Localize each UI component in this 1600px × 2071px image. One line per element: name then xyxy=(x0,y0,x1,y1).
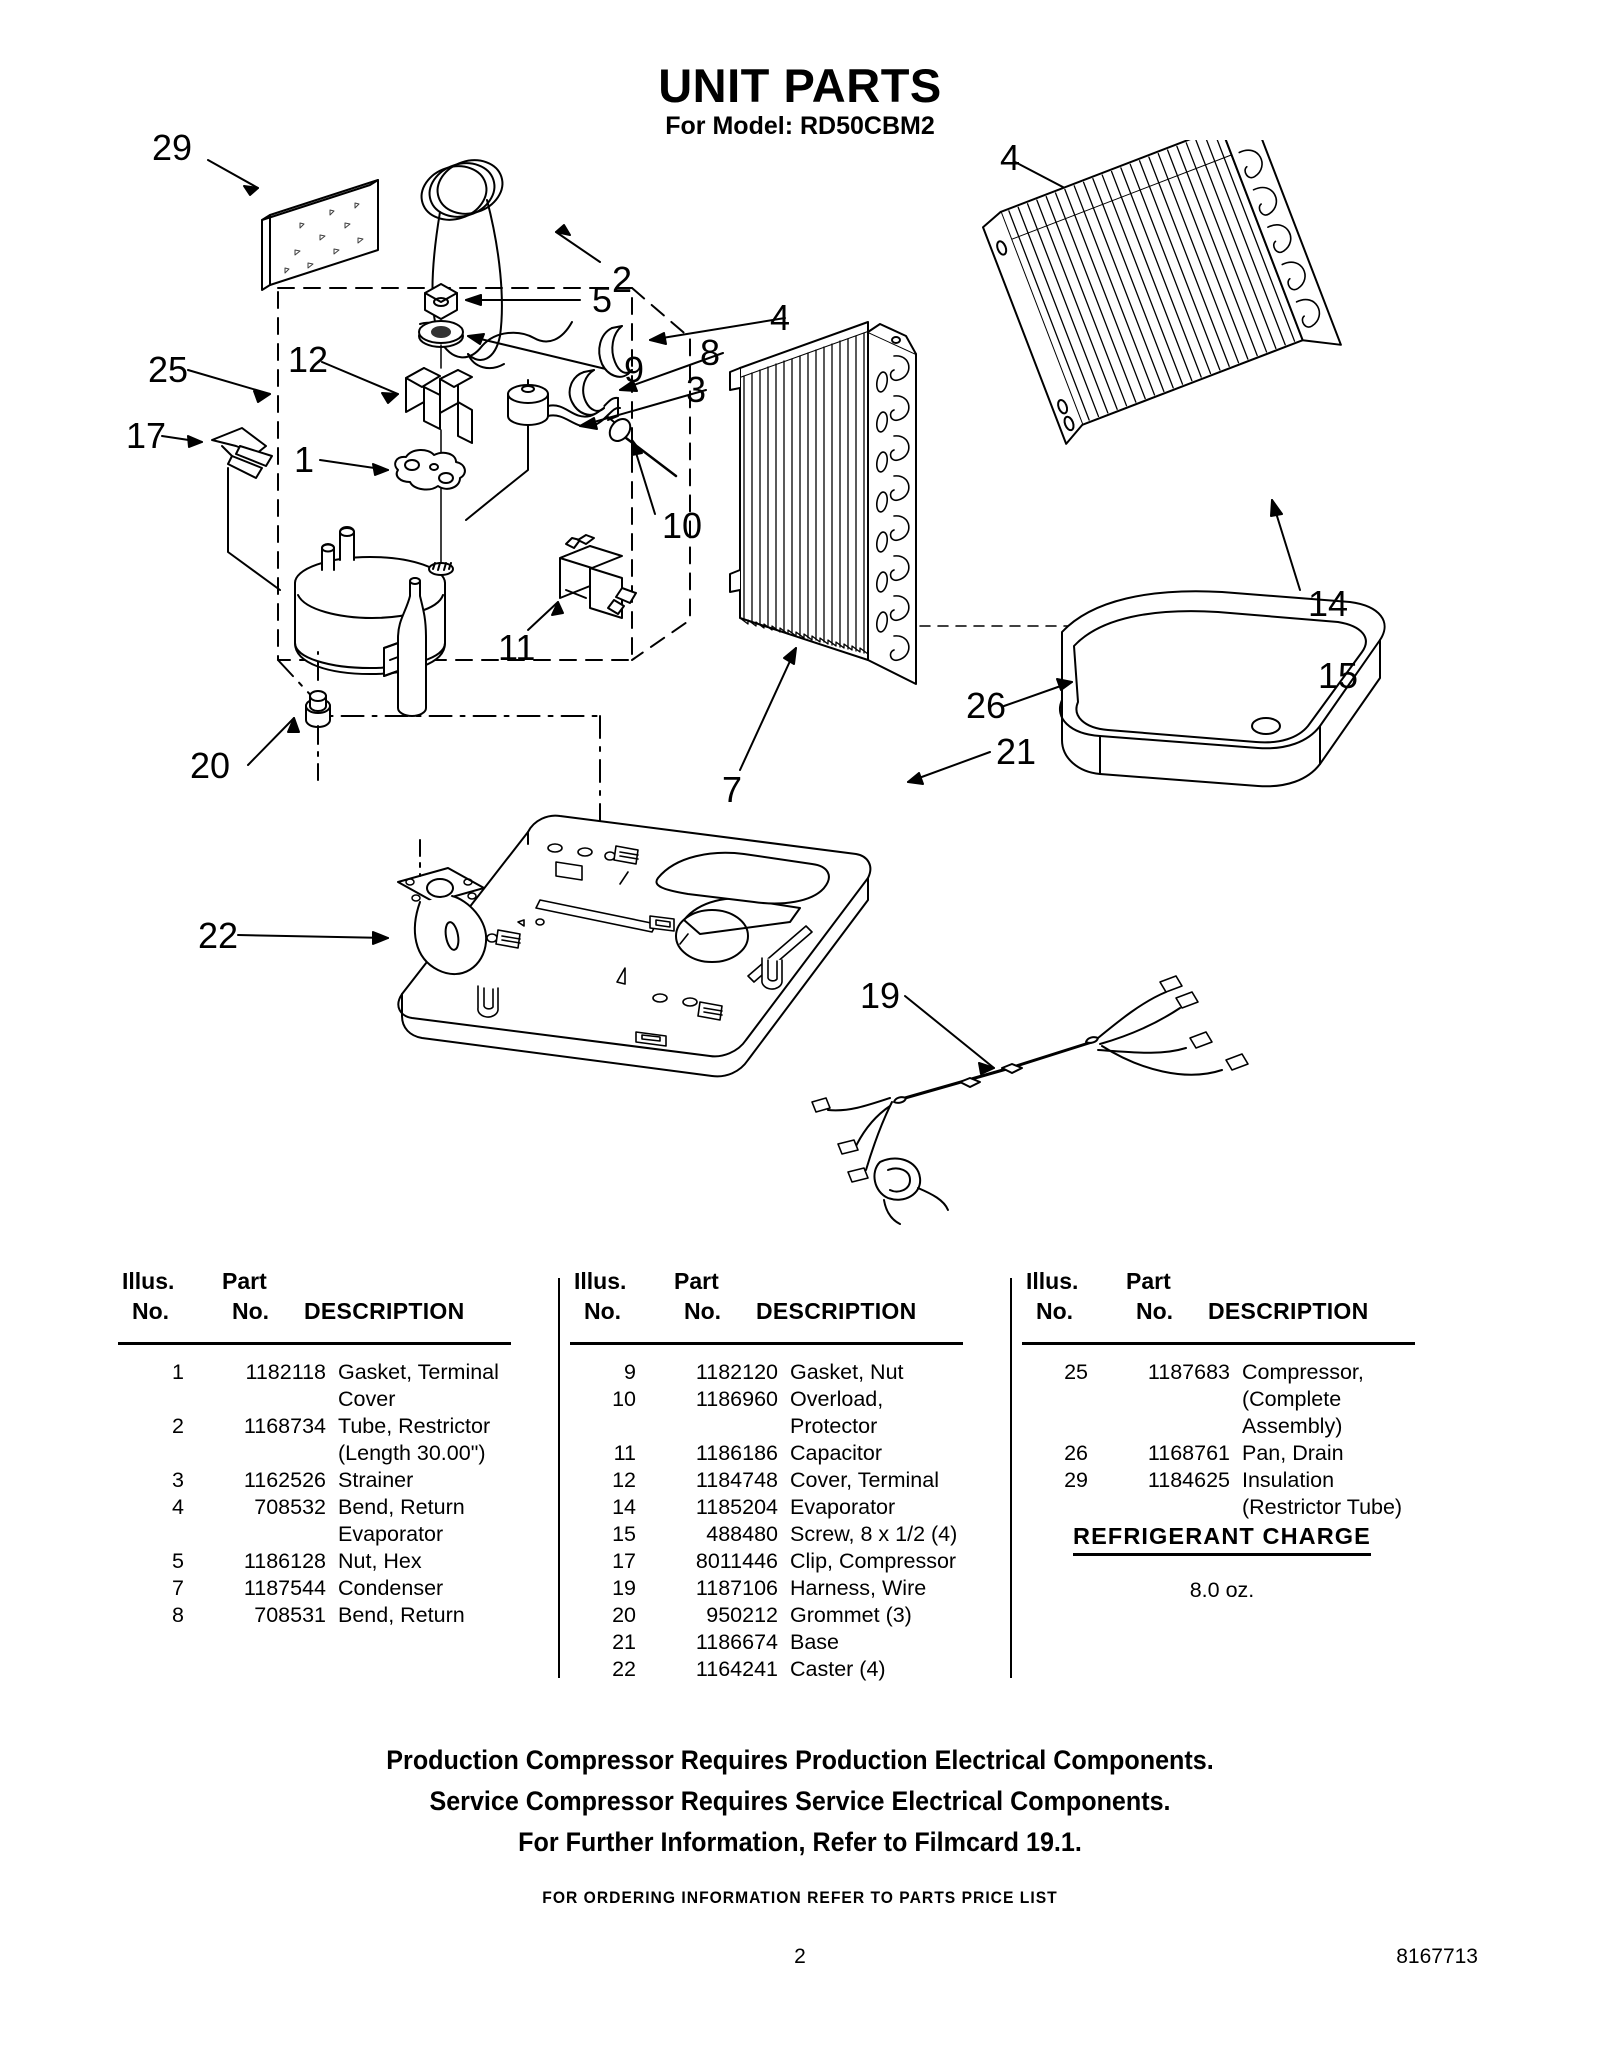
row-illus: 12 xyxy=(612,1468,636,1492)
part-condenser xyxy=(730,322,916,770)
row-illus: 8 xyxy=(172,1603,184,1627)
note-line-1: Production Compressor Requires Production Electrical Components. xyxy=(386,1745,1214,1775)
row-part-no: 1186960 xyxy=(695,1387,778,1411)
row-desc: Bend, Return xyxy=(338,1495,465,1519)
table-row-cont xyxy=(1022,1414,1452,1441)
row-part-no: 1168734 xyxy=(243,1414,326,1438)
column-divider-1 xyxy=(558,1278,560,1678)
row-illus: 15 xyxy=(612,1522,636,1546)
part-insulation-sheet xyxy=(208,160,378,290)
row-illus: 5 xyxy=(172,1549,184,1573)
callout-4-lower: 4 xyxy=(770,297,791,338)
header-illus-line1: Illus. xyxy=(1026,1268,1079,1294)
row-part-no: 1187106 xyxy=(695,1576,778,1600)
row-part-no: 1187683 xyxy=(1147,1360,1230,1384)
header-illus-line1: Illus. xyxy=(122,1268,175,1294)
refrigerant-charge-value: 8.0 oz. xyxy=(1189,1578,1255,1602)
row-illus: 7 xyxy=(172,1576,184,1600)
ordering-information-note: FOR ORDERING INFORMATION REFER TO PARTS PRICE LIST xyxy=(542,1888,1058,1907)
row-part-no: 488480 xyxy=(706,1522,778,1546)
row-desc-cont2: Assembly) xyxy=(1242,1414,1343,1438)
part-terminal-gasket xyxy=(320,450,465,490)
row-part-no: 1164241 xyxy=(695,1657,778,1681)
table-row xyxy=(570,1441,990,1468)
page-title: UNIT PARTS xyxy=(658,59,942,112)
row-illus: 14 xyxy=(612,1495,636,1519)
row-desc: Grommet (3) xyxy=(790,1603,912,1627)
row-desc: Pan, Drain xyxy=(1242,1441,1344,1465)
header-rule xyxy=(1022,1342,1415,1345)
part-evaporator xyxy=(980,137,1341,590)
callout-29: 29 xyxy=(152,127,193,168)
table-row xyxy=(1022,1468,1452,1495)
row-desc: Base xyxy=(790,1630,840,1654)
row-illus: 22 xyxy=(612,1657,636,1681)
row-desc: Condenser xyxy=(338,1576,444,1600)
header-part-line2: No. xyxy=(232,1298,270,1324)
header-part-line2: No. xyxy=(684,1298,722,1324)
table-row xyxy=(570,1522,990,1549)
header-illus-line2: No. xyxy=(1036,1298,1074,1324)
note-line-2: Service Compressor Requires Service Electrical Components. xyxy=(429,1786,1171,1816)
exploded-parts-diagram xyxy=(0,127,1600,1260)
row-part-no: 1182118 xyxy=(245,1360,326,1384)
refrigerant-charge-block xyxy=(1022,1523,1422,1603)
callout-14: 14 xyxy=(1308,583,1349,624)
header-illus-line2: No. xyxy=(132,1298,170,1324)
page-number: 2 xyxy=(794,1945,806,1968)
part-gasket-nut xyxy=(419,321,610,370)
callout-10: 10 xyxy=(662,505,703,546)
row-desc: Tube, Restrictor xyxy=(338,1414,491,1438)
row-illus: 10 xyxy=(612,1387,636,1411)
row-part-no: 708531 xyxy=(254,1603,326,1627)
row-part-no: 8011446 xyxy=(695,1549,778,1573)
row-illus: 1 xyxy=(172,1360,184,1384)
header-part-line2: No. xyxy=(1136,1298,1174,1324)
compressor-group-leader xyxy=(278,660,600,840)
callout-7: 7 xyxy=(722,769,743,810)
callout-1: 1 xyxy=(294,439,315,480)
row-part-no: 1184625 xyxy=(1147,1468,1230,1492)
row-part-no: 1168761 xyxy=(1147,1441,1230,1465)
row-part-no: 1187544 xyxy=(243,1576,326,1600)
row-desc: Compressor, xyxy=(1242,1360,1364,1384)
callout-8: 8 xyxy=(700,332,721,373)
row-part-no: 950212 xyxy=(706,1603,778,1627)
table-row xyxy=(570,1495,990,1522)
parts-rows-3 xyxy=(1022,1360,1452,1522)
parts-column-2 xyxy=(570,1268,990,1681)
parts-rows-1 xyxy=(118,1360,538,1630)
row-desc: Cover, Terminal xyxy=(790,1468,939,1492)
header-illus-line1: Illus. xyxy=(574,1268,627,1294)
header-rule xyxy=(118,1342,511,1345)
row-desc: Overload, xyxy=(790,1387,884,1411)
row-illus: 4 xyxy=(172,1495,184,1519)
column-divider-2 xyxy=(1010,1278,1012,1678)
model-subtitle: For Model: RD50CBM2 xyxy=(665,112,935,140)
callout-5: 5 xyxy=(592,279,613,320)
row-desc: Caster (4) xyxy=(790,1657,886,1681)
header-part-line1: Part xyxy=(674,1268,719,1294)
header-rule xyxy=(570,1342,963,1345)
row-illus: 20 xyxy=(612,1603,636,1627)
row-desc: Capacitor xyxy=(790,1441,883,1465)
callout-2: 2 xyxy=(612,259,633,300)
compressor-notes xyxy=(56,1740,1544,1863)
table-row-cont xyxy=(570,1414,990,1441)
row-illus: 19 xyxy=(612,1576,636,1600)
table-header-3 xyxy=(1022,1268,1452,1342)
header-illus-line2: No. xyxy=(584,1298,622,1324)
parts-list xyxy=(0,1268,1600,1698)
table-row xyxy=(570,1468,990,1495)
table-row xyxy=(1022,1360,1452,1387)
callout-17: 17 xyxy=(126,415,167,456)
row-part-no: 1186674 xyxy=(695,1630,778,1654)
row-desc-cont: Cover xyxy=(338,1387,396,1411)
table-row xyxy=(118,1549,538,1576)
parts-column-1 xyxy=(118,1268,538,1627)
row-desc: Bend, Return xyxy=(338,1603,465,1627)
table-row-cont xyxy=(118,1441,538,1468)
row-illus: 11 xyxy=(613,1441,636,1465)
table-row xyxy=(570,1360,990,1387)
table-row xyxy=(118,1414,538,1441)
row-desc-cont: (Restrictor Tube) xyxy=(1242,1495,1403,1519)
row-desc: Gasket, Terminal xyxy=(338,1360,499,1384)
table-row xyxy=(570,1657,990,1684)
row-part-no: 1182120 xyxy=(695,1360,778,1384)
row-desc: Nut, Hex xyxy=(338,1549,422,1573)
header-description: DESCRIPTION xyxy=(756,1298,917,1324)
table-row xyxy=(570,1576,990,1603)
header-description: DESCRIPTION xyxy=(1208,1298,1369,1324)
callout-3: 3 xyxy=(686,369,707,410)
part-terminal-cover xyxy=(322,362,472,443)
table-row xyxy=(1022,1441,1452,1468)
row-illus: 9 xyxy=(624,1360,636,1384)
row-desc-cont: (Length 30.00") xyxy=(338,1441,486,1465)
callout-21: 21 xyxy=(996,731,1037,772)
table-row xyxy=(118,1360,538,1387)
table-row-cont xyxy=(1022,1495,1452,1522)
row-desc-cont: Evaporator xyxy=(338,1522,444,1546)
row-desc: Insulation xyxy=(1242,1468,1335,1492)
row-desc: Strainer xyxy=(338,1468,414,1492)
callout-15: 15 xyxy=(1318,655,1359,696)
row-part-no: 1185204 xyxy=(695,1495,778,1519)
row-desc: Gasket, Nut xyxy=(790,1360,904,1384)
callout-22: 22 xyxy=(198,915,239,956)
table-row xyxy=(118,1576,538,1603)
row-part-no: 1186186 xyxy=(695,1441,778,1465)
part-overload-protector xyxy=(466,380,655,520)
part-capacitor xyxy=(528,535,636,630)
table-header-2 xyxy=(570,1268,990,1342)
note-line-3: For Further Information, Refer to Filmcard 19.1. xyxy=(518,1827,1082,1857)
row-part-no: 1184748 xyxy=(695,1468,778,1492)
table-row xyxy=(118,1603,538,1630)
table-row xyxy=(118,1495,538,1522)
callout-9: 9 xyxy=(624,349,645,390)
part-caster xyxy=(238,840,486,974)
row-desc-cont: (Complete xyxy=(1242,1387,1342,1411)
table-row-cont xyxy=(118,1522,538,1549)
table-row xyxy=(570,1387,990,1414)
table-row xyxy=(570,1630,990,1657)
header-description: DESCRIPTION xyxy=(304,1298,465,1324)
header-part-line1: Part xyxy=(1126,1268,1171,1294)
row-illus: 29 xyxy=(1064,1468,1088,1492)
row-part-no: 1162526 xyxy=(243,1468,326,1492)
callout-26: 26 xyxy=(966,685,1007,726)
header-part-line1: Part xyxy=(222,1268,267,1294)
callout-12: 12 xyxy=(288,339,329,380)
row-desc-cont: Protector xyxy=(790,1414,878,1438)
table-row xyxy=(570,1603,990,1630)
callout-20: 20 xyxy=(190,745,231,786)
row-illus: 21 xyxy=(612,1630,636,1654)
table-row-cont xyxy=(118,1387,538,1414)
table-header-1 xyxy=(118,1268,538,1342)
row-illus: 26 xyxy=(1064,1441,1088,1465)
row-desc: Screw, 8 x 1/2 (4) xyxy=(790,1522,958,1546)
callout-25: 25 xyxy=(148,349,189,390)
row-illus: 2 xyxy=(172,1414,184,1438)
callout-4-upper: 4 xyxy=(1000,137,1021,178)
row-illus: 25 xyxy=(1064,1360,1088,1384)
row-desc: Harness, Wire xyxy=(790,1576,927,1600)
callout-11: 11 xyxy=(498,627,536,668)
parts-rows-2 xyxy=(570,1360,990,1684)
part-base xyxy=(398,752,990,1076)
row-part-no: 708532 xyxy=(254,1495,326,1519)
part-compressor-clip xyxy=(162,428,280,590)
table-row xyxy=(118,1468,538,1495)
row-desc: Evaporator xyxy=(790,1495,896,1519)
table-row xyxy=(570,1549,990,1576)
document-number: 8167713 xyxy=(1396,1945,1478,1968)
row-desc: Clip, Compressor xyxy=(790,1549,957,1573)
refrigerant-charge-title: REFRIGERANT CHARGE xyxy=(1073,1523,1371,1556)
row-part-no: 1186128 xyxy=(243,1549,326,1573)
row-illus: 3 xyxy=(172,1468,184,1492)
row-illus: 17 xyxy=(612,1549,636,1573)
table-row-cont xyxy=(1022,1387,1452,1414)
callout-19: 19 xyxy=(860,975,901,1016)
parts-column-3 xyxy=(1022,1268,1452,1519)
